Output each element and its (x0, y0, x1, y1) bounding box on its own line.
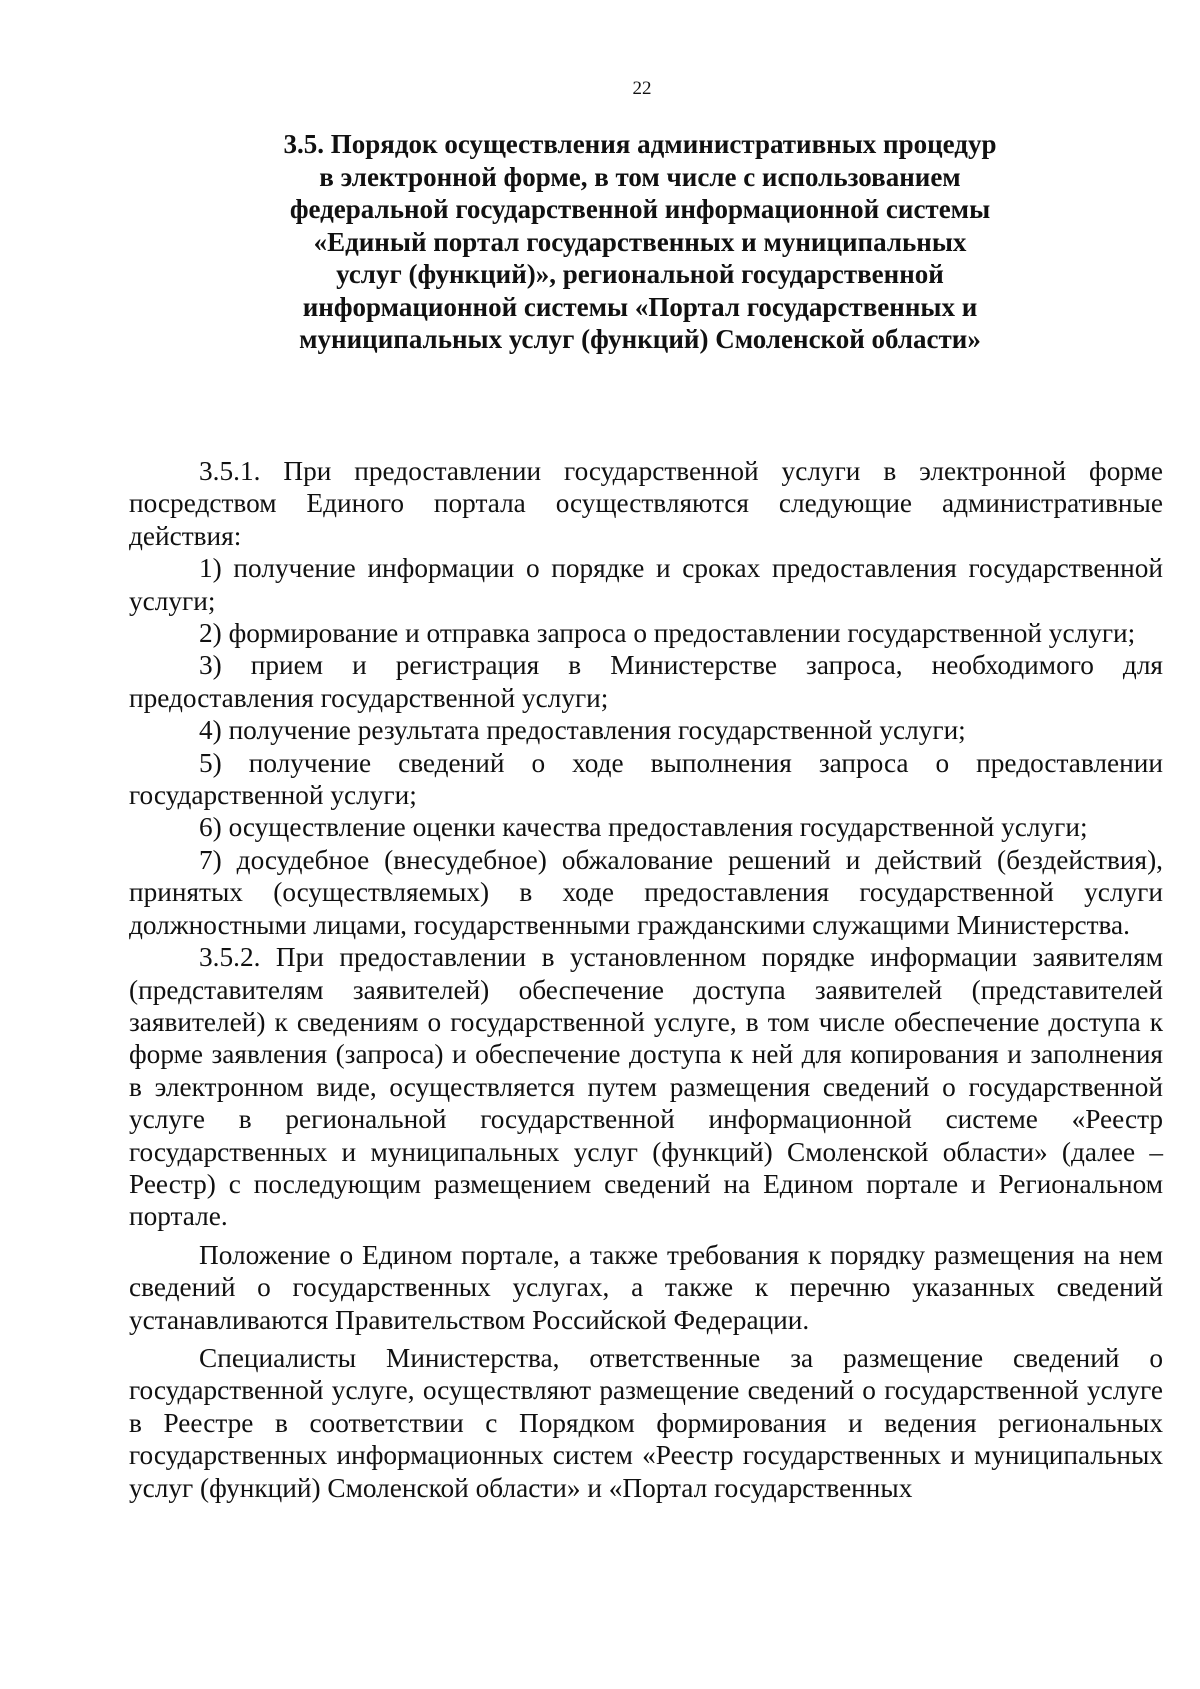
paragraph-portal-regulation: Положение о Едином портале, а также требования к порядку размещения на нем сведений о государственных услугах, а также к перечню указанных сведений устанавливаются Правительством Российской Федерации. (129, 1239, 1163, 1335)
page-number: 22 (632, 78, 652, 99)
paragraph-3-5-2: 3.5.2. При предоставлении в установленном порядке информации заявителям (представителям заявителей) обеспечение доступа заявителей (представителей заявителей) к сведениям о государственной услуге, в том числе обеспечение доступа к форме заявления (запроса) и обеспечение доступа к ней для копирования и заполнения в электронном виде, осуществляется путем размещения сведений о государственной услуге в региональной государственной информационной системе «Реестр государственных и муниципальных услуг (функций) Смоленской области» (далее – Реестр) с последующим размещением сведений на Едином портале и Региональном портале. (129, 942, 1163, 1232)
list-item-7: 7) досудебное (внесудебное) обжалование решений и действий (бездействия), принятых (осуществляемых) в ходе предоставления государственной услуги должностными лицами, государственными гражданскими служащими Министерства. (129, 844, 1163, 940)
section-heading: 3.5. Порядок осуществления административных процедур в электронной форме, в том числе с использованием федеральной государственной информационной системы «Единый портал государственных и муниципальных услуг (функций)», региональной государственной информационной системы «Портал государственных и муниципальных услуг (функций) Смоленской области» (283, 129, 997, 354)
document-body (129, 455, 1163, 1504)
list-item-5: 5) получение сведений о ходе выполнения запроса о предоставлении государственной услуги; (129, 747, 1163, 811)
list-item-2: 2) формирование и отправка запроса о предоставлении государственной услуги; (199, 618, 1136, 649)
list-item-4: 4) получение результата предоставления государственной услуги; (199, 715, 966, 746)
paragraph-ministry-specialists: Специалисты Министерства, ответственные за размещение сведений о государственной услуге, осуществляют размещение сведений о государственной услуге в Реестре в соответствии с Порядком формирования и ведения региональных государственных информационных систем «Реестр государственных и муниципальных услуг (функций) Смоленской области» и «Портал государственных (129, 1342, 1163, 1503)
list-item-3: 3) прием и регистрация в Министерстве запроса, необходимого для предоставления государственной услуги; (129, 650, 1163, 713)
list-item-6: 6) осуществление оценки качества предоставления государственной услуги; (199, 812, 1088, 843)
list-item-1: 1) получение информации о порядке и сроках предоставления государственной услуги; (129, 553, 1163, 616)
paragraph-3-5-1: 3.5.1. При предоставлении государственной услуги в электронной форме посредством Единого портала осуществляются следующие административные действия: (129, 456, 1163, 551)
